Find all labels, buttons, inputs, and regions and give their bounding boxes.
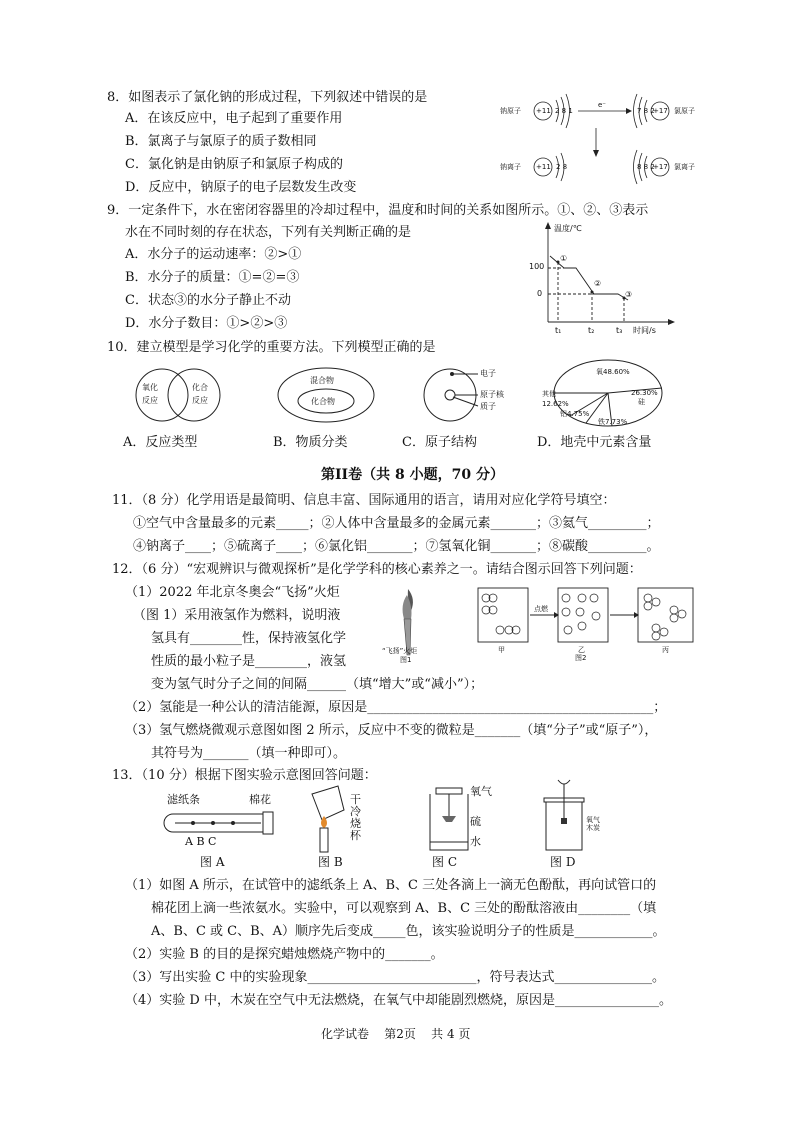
model-c-nucleus: 原子核: [480, 390, 504, 399]
model-b-nested: [276, 366, 376, 424]
cl-ion-shells: 8 8 2: [637, 163, 655, 171]
figure-d-caption: 图 D: [550, 855, 576, 869]
graph-x-label: 时间/s: [633, 326, 656, 335]
q10-option-c: C．原子结构: [402, 435, 477, 450]
q13-line-3: A、B、C 或 C、B、A）顺序先后变成_____色，该实验说明分子的性质是____________。: [151, 924, 666, 939]
graph-point-2: ②: [594, 279, 602, 288]
q10-stem: 10．建立模型是学习化学的重要方法。下列模型正确的是: [107, 340, 436, 355]
model-d-pie: [540, 356, 666, 430]
box-jia-label: 甲: [498, 646, 505, 654]
q13-line-5: （3）写出实验 C 中的实验现象__________________________，符号表达式_______________。: [125, 970, 665, 985]
model-a-left-2: 反应: [142, 396, 158, 405]
figure-c-oxygen: 氧气: [470, 785, 492, 798]
na-atom-label: 钠原子: [500, 107, 521, 115]
graph-y-100: 100: [529, 262, 545, 271]
cl-ion-nucleus: +17: [653, 163, 668, 171]
model-b-inner: 化合物: [311, 397, 335, 406]
q8-option-b: B．氯离子与氯原子的质子数相同: [125, 134, 317, 149]
q12-stem: 12．（6 分）“宏观辨识与微观探析”是化学学科的核心素养之一。请结合图示回答下列问题：: [112, 562, 642, 577]
q12-line-2: （图 1）采用液氢作为燃料，说明液: [133, 608, 341, 623]
q12-line-3: 氢具有________性，保持液氢化学: [151, 631, 347, 646]
q12-line-5: 变为氢气时分子之间的间隔______（填“增大”或“减小”）；: [151, 677, 484, 692]
graph-t1: t₁: [555, 326, 562, 335]
figure-d-charcoal: [538, 778, 608, 870]
na-ion-label: 钠离子: [500, 163, 521, 171]
figure-a-caption: 图 A: [200, 855, 225, 869]
q12-line-1: （1）2022 年北京冬奥会“飞扬”火炬: [125, 585, 340, 600]
q10-option-a: A．反应类型: [123, 435, 198, 450]
graph-y-0: 0: [537, 289, 543, 298]
torch-caption: “飞扬”火炬: [382, 647, 418, 655]
graph-t3: t₃: [616, 326, 623, 335]
electron-label: e⁻: [598, 101, 607, 109]
model-c-proton: 质子: [480, 402, 496, 411]
hydrogen-combustion-diagram: [470, 586, 700, 662]
model-a-right-1: 化合: [192, 383, 208, 392]
figure-1-label: 图1: [400, 656, 412, 664]
q12-line-4: 性质的最小粒子是________，液氢: [151, 654, 347, 669]
figure-a-abc: A B C: [185, 835, 217, 848]
q10-option-d: D．地壳中元素含量: [537, 435, 652, 450]
ignite-label: 点燃: [534, 605, 548, 613]
q9-stem-2: 水在不同时刻的存在状态，下列有关判断正确的是: [125, 225, 412, 240]
graph-point-3: ③: [625, 290, 633, 299]
q8-stem: 8．如图表示了氯化钠的形成过程，下列叙述中错误的是: [107, 90, 428, 105]
model-d-other-pct: 12.62%: [542, 400, 569, 408]
model-a-right-2: 反应: [192, 396, 208, 405]
model-d-oxygen: 氧48.60%: [596, 368, 630, 376]
q11-line-2: ④钠离子____；⑤硫离子____；⑥氯化铝_______；⑦氢氧化铜_______；⑧碳酸_________。: [133, 539, 660, 554]
figure-c-sulfur: 硫: [470, 815, 481, 828]
na-shells: 2 8 1: [555, 107, 573, 115]
q9-option-a: A．水分子的运动速率：②>①: [125, 247, 302, 262]
model-d-aluminum: 铝4.75%: [560, 410, 590, 418]
q13-line-4: （2）实验 B 的目的是探究蜡烛燃烧产物中的_______。: [125, 947, 444, 962]
q8-option-d: D．反应中，钠原子的电子层数发生改变: [125, 180, 357, 195]
model-d-silicon-pct: 26.30%: [631, 389, 658, 397]
q13-line-6: （4）实验 D 中，木炭在空气中无法燃烧，在氧气中却能剧烈燃烧，原因是________________。: [125, 993, 672, 1008]
q12-line-6: （2）氢能是一种公认的清洁能源，原因是____________________________________________；: [125, 700, 667, 715]
box-bing-label: 丙: [662, 646, 669, 654]
q12-line-7: （3）氢气燃烧微观示意图如图 2 所示，反应中不变的微粒是_______（填“分子”或“原子”），: [125, 723, 658, 738]
figure-d-label: 氧气木炭: [586, 816, 600, 832]
q9-stem-1: 9．一定条件下，水在密闭容器里的冷却过程中，温度和时间的关系如图所示。①、②、③表示: [107, 203, 649, 218]
graph-point-1: ①: [560, 254, 568, 263]
na-ion-nucleus: +11: [536, 163, 551, 171]
q9-option-c: C．状态③的水分子静止不动: [125, 293, 291, 308]
figure-a-cotton: 棉花: [249, 793, 271, 806]
cl-ion-label: 氯离子: [674, 163, 695, 171]
q8-option-c: C．氯化钠是由钠原子和氯原子构成的: [125, 157, 343, 172]
figure-2-label: 图2: [575, 654, 587, 662]
model-c-atom: [422, 366, 522, 424]
cooling-graph: [528, 222, 678, 338]
model-a-left-1: 氧化: [142, 383, 158, 392]
q13-line-2: 棉花团上滴一些浓氨水。实验中，可以观察到 A、B、C 三处的酚酞溶液由________（填: [151, 901, 657, 916]
q8-option-a: A．在该反应中，电子起到了重要作用: [125, 111, 343, 126]
torch-figure: [380, 585, 440, 670]
q13-line-1: （1）如图 A 所示，在试管中的滤纸条上 A、B、C 三处各滴上一滴无色酚酞，再向试管口的: [125, 878, 657, 893]
model-b-outer: 混合物: [310, 376, 334, 385]
nacl-formation-diagram: [498, 88, 698, 193]
na-ion-shells: 2 8: [556, 163, 568, 171]
q13-stem: 13．（10 分）根据下图实验示意图回答问题：: [112, 768, 377, 783]
part2-title: 第II卷（共 8 小题，70 分）: [321, 467, 504, 483]
figure-c-caption: 图 C: [432, 855, 457, 869]
q11-stem: 11．（8 分）化学用语是最简明、信息丰富、国际通用的语言，请用对应化学符号填空：: [112, 493, 616, 508]
figure-a-test-tube: [163, 790, 278, 870]
page-footer: 化学试卷 第2页 共 4 页: [321, 1027, 471, 1041]
cl-shells: 7 8 2: [637, 107, 655, 115]
figure-a-filter-paper: 滤纸条: [167, 793, 200, 806]
model-d-other: 其他: [542, 390, 556, 398]
cl-nucleus: +17: [653, 107, 668, 115]
figure-b-beaker-label: 干冷烧杯: [350, 793, 361, 842]
q10-option-b: B．物质分类: [273, 435, 348, 450]
box-yi-label: 乙: [578, 646, 585, 654]
q9-option-d: D．水分子数目：①>②>③: [125, 316, 288, 331]
na-nucleus: +11: [536, 107, 551, 115]
figure-c-sulfur-oxygen: [412, 780, 502, 870]
q11-line-1: ①空气中含量最多的元素_____；②人体中含量最多的金属元素_______；③氦气_________；: [133, 516, 660, 531]
model-c-electron: 电子: [480, 369, 496, 378]
q12-line-8: 其符号为_______（填一种即可）。: [151, 746, 347, 761]
figure-c-water: 水: [470, 835, 481, 848]
model-d-iron: 铁7.73%: [598, 418, 628, 426]
graph-y-label: 温度/℃: [554, 224, 582, 233]
model-d-silicon: 硅: [638, 398, 645, 406]
model-a-venn: [128, 367, 228, 423]
figure-b-candle: [300, 784, 370, 870]
figure-b-caption: 图 B: [318, 855, 343, 869]
graph-t2: t₂: [588, 326, 595, 335]
cl-atom-label: 氯原子: [674, 107, 695, 115]
q9-option-b: B．水分子的质量：①=②=③: [125, 270, 300, 285]
